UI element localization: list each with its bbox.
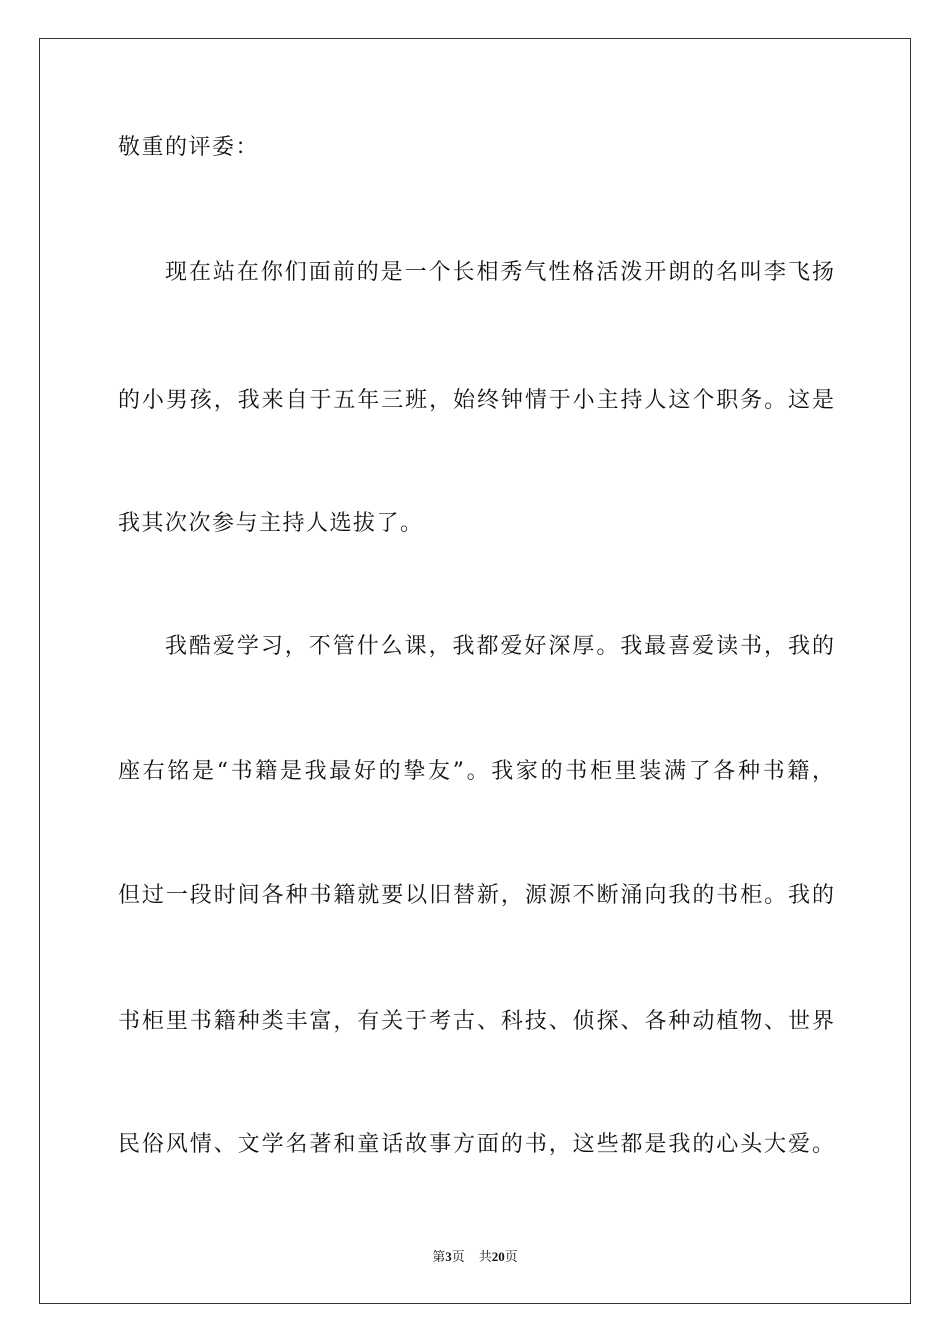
paragraph-1-line-3: 我其次次参与主持人选拔了。 [118, 511, 424, 536]
page-label-suffix: 页 [451, 1249, 465, 1264]
paragraph-2-line-5: 民俗风情、文学名著和童话故事方面的书，这些都是我的心头大爱。 [118, 1132, 834, 1157]
paragraph-2-line-1: 我酷爱学习，不管什么课，我都爱好深厚。我最喜爱读书，我的 [165, 634, 834, 659]
paragraph-1-line-2: 的小男孩，我来自于五年三班，始终钟情于小主持人这个职务。这是 [118, 388, 834, 413]
paragraph-2-line-3: 但过一段时间各种书籍就要以旧替新，源源不断涌向我的书柜。我的 [118, 883, 834, 908]
paragraph-1-line-1: 现在站在你们面前的是一个长相秀气性格活泼开朗的名叫李飞扬 [165, 260, 834, 285]
salutation: 敬重的评委： [118, 135, 260, 160]
page-number: 3 [445, 1249, 452, 1264]
paragraph-2-line-2: 座右铭是“书籍是我最好的挚友”。我家的书柜里装满了各种书籍， [118, 759, 834, 784]
page-label-prefix: 第 [432, 1249, 446, 1264]
page-border [39, 38, 911, 1304]
page-footer [0, 1248, 950, 1266]
paragraph-2-line-4: 书柜里书籍种类丰富，有关于考古、科技、侦探、各种动植物、世界 [118, 1009, 834, 1034]
total-label-prefix: 共 [478, 1249, 492, 1264]
total-label-suffix: 页 [504, 1249, 518, 1264]
total-pages: 20 [491, 1249, 505, 1264]
